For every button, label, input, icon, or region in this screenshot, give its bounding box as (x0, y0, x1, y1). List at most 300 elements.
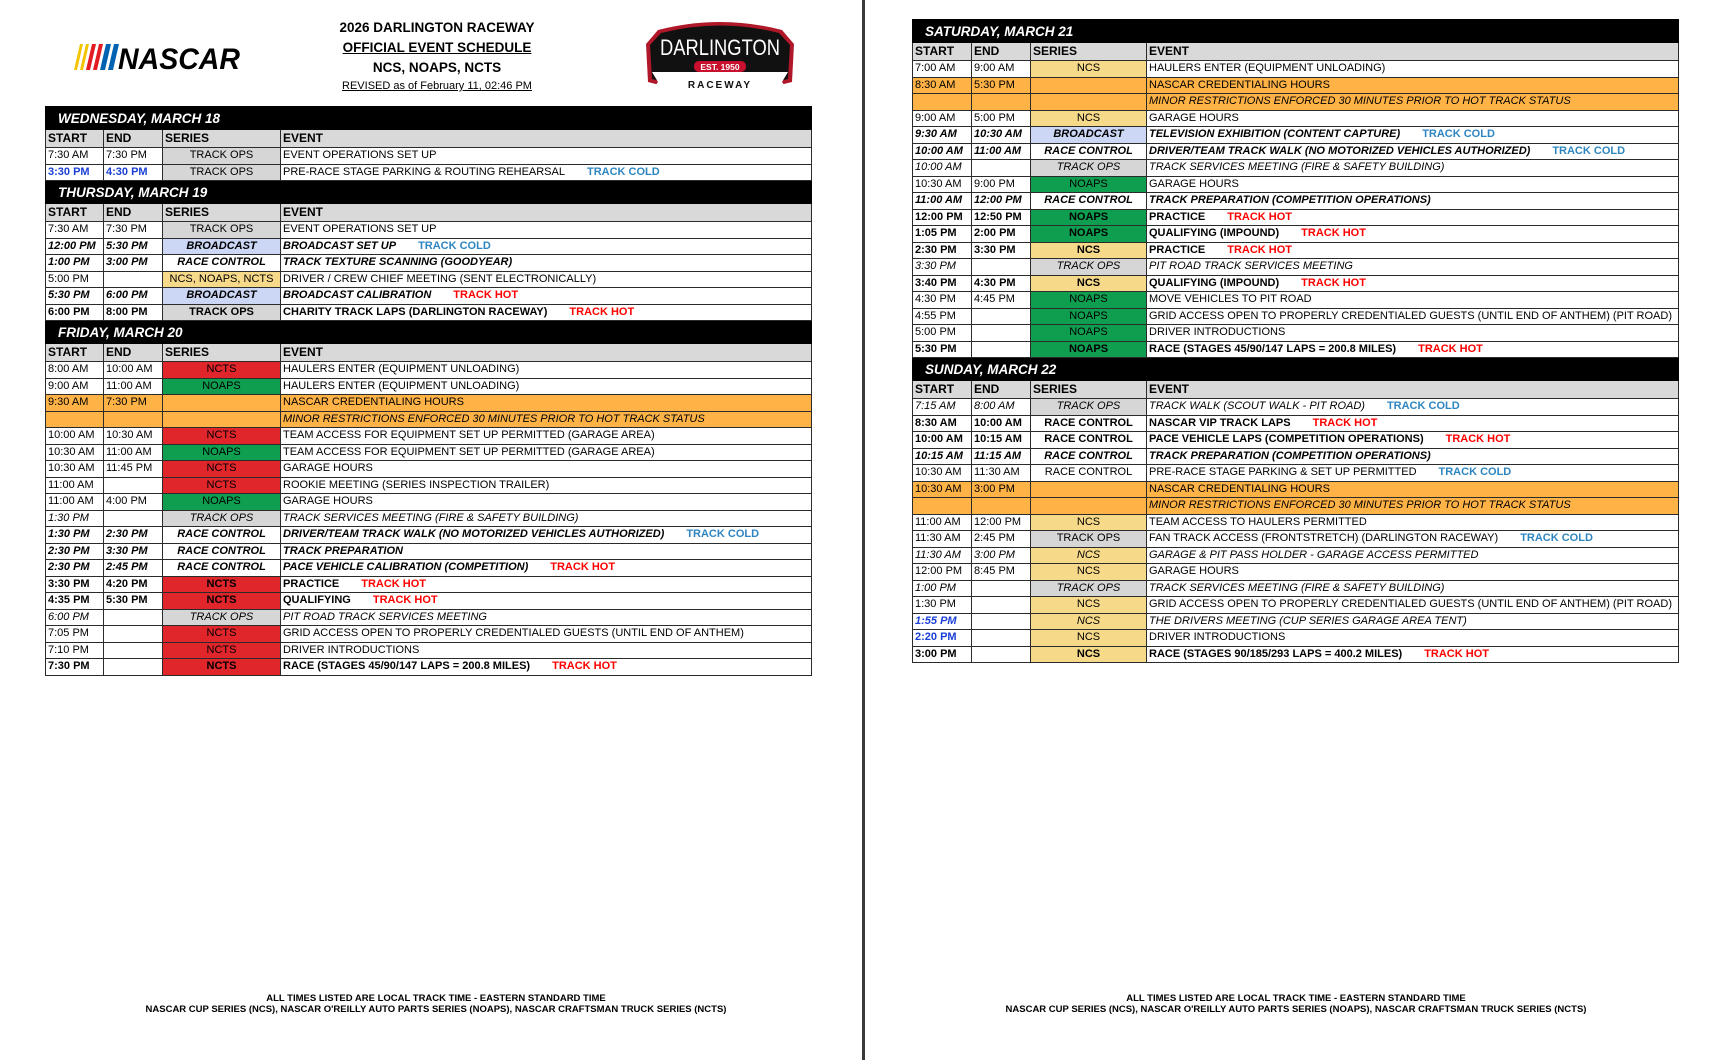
event-cell (281, 659, 812, 676)
end-time: 8:00 PM (104, 304, 163, 321)
series-badge: RACE CONTROL (1031, 143, 1147, 160)
event-cell (281, 461, 812, 478)
end-time (972, 259, 1031, 276)
series-badge: NCS (1031, 514, 1147, 531)
event-name: CHARITY TRACK LAPS (DARLINGTON RACEWAY) (283, 305, 548, 318)
event-cell (1147, 160, 1679, 177)
column-header-event: EVENT (281, 130, 812, 148)
end-time (104, 626, 163, 643)
event-name: RACE (STAGES 90/185/293 LAPS = 400.2 MILES) (1149, 647, 1403, 660)
track-hot-status: TRACK HOT (569, 305, 635, 318)
schedule-row (46, 527, 812, 544)
event-name: THE DRIVERS MEETING (CUP SERIES GARAGE AREA TENT) (1149, 614, 1467, 627)
event-name: MOVE VEHICLES TO PIT ROAD (1149, 293, 1312, 306)
event-cell (281, 362, 812, 379)
track-cold-status: TRACK COLD (686, 528, 760, 541)
schedule-row (46, 593, 812, 610)
event-name: PIT ROAD TRACK SERVICES MEETING (1149, 260, 1353, 273)
column-header-series: SERIES (1031, 43, 1147, 61)
event-name: MINOR RESTRICTIONS ENFORCED 30 MINUTES PRIOR TO HOT TRACK STATUS (1149, 499, 1571, 512)
event-cell (1147, 448, 1679, 465)
series-badge: TRACK OPS (1031, 531, 1147, 548)
series-badge: NCS (1031, 613, 1147, 630)
schedule-row (46, 576, 812, 593)
end-time: 12:00 PM (972, 514, 1031, 531)
end-time: 7:30 PM (104, 222, 163, 239)
end-time: 7:30 PM (104, 148, 163, 165)
footer-time-note: ALL TIMES LISTED ARE LOCAL TRACK TIME - EASTERN STANDARD TIME (1126, 993, 1466, 1004)
event-cell (1147, 292, 1679, 309)
schedule-row (913, 209, 1679, 226)
track-hot-status: TRACK HOT (1301, 227, 1366, 240)
event-cell (1147, 143, 1679, 160)
start-time: 1:00 PM (46, 255, 104, 272)
column-header-start: START (46, 204, 104, 222)
series-badge (1031, 94, 1147, 111)
event-name: MINOR RESTRICTIONS ENFORCED 30 MINUTES PRIOR TO HOT TRACK STATUS (283, 412, 705, 425)
day-header (913, 20, 1679, 43)
series-badge: TRACK OPS (1031, 259, 1147, 276)
series-badge: TRACK OPS (163, 510, 281, 527)
series-badge (163, 395, 281, 412)
start-time: 11:30 AM (913, 547, 972, 564)
start-time: 10:30 AM (913, 176, 972, 193)
event-name: PRE-RACE STAGE PARKING & SET UP PERMITTED (1149, 466, 1417, 479)
event-name: GRID ACCESS OPEN TO PROPERLY CREDENTIALED GUESTS (UNTIL END OF ANTHEM) (PIT ROAD) (1149, 309, 1672, 322)
series-badge: NOAPS (1031, 325, 1147, 342)
event-cell (1147, 308, 1679, 325)
event-name: TEAM ACCESS TO HAULERS PERMITTED (1149, 515, 1367, 528)
event-cell (281, 222, 812, 239)
event-name: DRIVER/TEAM TRACK WALK (NO MOTORIZED VEHICLES AUTHORIZED) (283, 528, 665, 541)
track-hot-status: TRACK HOT (550, 561, 616, 574)
track-hot-status: TRACK HOT (1312, 416, 1378, 429)
start-time: 12:00 PM (913, 209, 972, 226)
event-cell (1147, 630, 1679, 647)
start-time: 9:00 AM (46, 378, 104, 395)
column-header-start: START (913, 381, 972, 399)
series-badge: TRACK OPS (163, 609, 281, 626)
column-header-end: END (104, 344, 163, 362)
schedule-row (913, 143, 1679, 160)
start-time: 9:30 AM (913, 127, 972, 144)
start-time: 11:00 AM (46, 494, 104, 511)
series-badge: NCS (1031, 564, 1147, 581)
column-header-row (913, 381, 1679, 399)
event-cell (1147, 77, 1679, 94)
track-hot-status: TRACK HOT (552, 660, 617, 673)
schedule-row (46, 164, 812, 181)
schedule-row (46, 626, 812, 643)
schedule-row (913, 193, 1679, 210)
series-badge: NOAPS (163, 494, 281, 511)
day-header (46, 181, 812, 204)
schedule-row (913, 580, 1679, 597)
column-header-row (46, 130, 812, 148)
schedule-row (913, 465, 1679, 482)
event-name: RACE (STAGES 45/90/147 LAPS = 200.8 MILES) (283, 660, 531, 673)
event-cell (1147, 193, 1679, 210)
end-time: 3:30 PM (104, 543, 163, 560)
schedule-row (913, 415, 1679, 432)
end-time: 10:15 AM (972, 432, 1031, 449)
series-badge: BROADCAST (163, 288, 281, 305)
column-header-series: SERIES (163, 344, 281, 362)
end-time: 2:45 PM (104, 560, 163, 577)
start-time: 10:00 AM (913, 143, 972, 160)
event-cell (1147, 646, 1679, 663)
series-badge: NCS (1031, 646, 1147, 663)
schedule-row (913, 646, 1679, 663)
schedule-row (913, 94, 1679, 111)
event-cell (281, 304, 812, 321)
event-cell (281, 411, 812, 428)
track-cold-status: TRACK COLD (418, 239, 491, 252)
schedule-table-right (912, 19, 1679, 663)
event-name: BROADCAST CALIBRATION (283, 289, 432, 302)
event-name: GARAGE HOURS (283, 462, 373, 475)
start-time: 5:00 PM (46, 271, 104, 288)
schedule-row (46, 560, 812, 577)
event-name: BROADCAST SET UP (283, 239, 397, 252)
end-time (972, 94, 1031, 111)
end-time: 10:30 AM (104, 428, 163, 445)
start-time: 12:00 PM (46, 238, 104, 255)
start-time: 1:05 PM (913, 226, 972, 243)
start-time: 11:00 AM (46, 477, 104, 494)
schedule-row (46, 222, 812, 239)
start-time: 10:30 AM (46, 461, 104, 478)
series-badge: RACE CONTROL (1031, 193, 1147, 210)
schedule-row (46, 411, 812, 428)
event-cell (1147, 613, 1679, 630)
event-name: DRIVER INTRODUCTIONS (283, 643, 420, 656)
schedule-row (913, 613, 1679, 630)
event-cell (281, 576, 812, 593)
event-cell (281, 148, 812, 165)
track-hot-status: TRACK HOT (361, 577, 427, 590)
nascar-logo (74, 40, 244, 74)
schedule-row (46, 444, 812, 461)
event-name: TEAM ACCESS FOR EQUIPMENT SET UP PERMITTED (GARAGE AREA) (283, 429, 655, 442)
schedule-row (913, 531, 1679, 548)
end-time (972, 613, 1031, 630)
event-cell (1147, 597, 1679, 614)
end-time (104, 642, 163, 659)
series-badge: NCTS (163, 362, 281, 379)
schedule-row (913, 275, 1679, 292)
event-name: NASCAR CREDENTIALING HOURS (283, 396, 464, 409)
event-cell (1147, 341, 1679, 358)
event-name: EVENT OPERATIONS SET UP (283, 149, 437, 162)
start-time: 1:30 PM (913, 597, 972, 614)
start-time: 2:30 PM (46, 560, 104, 577)
schedule-row (46, 494, 812, 511)
start-time: 3:30 PM (46, 164, 104, 181)
page-divider (862, 0, 865, 1060)
end-time: 2:00 PM (972, 226, 1031, 243)
series-badge: NOAPS (1031, 209, 1147, 226)
series-badge: TRACK OPS (1031, 580, 1147, 597)
start-time: 7:05 PM (46, 626, 104, 643)
event-name: QUALIFYING (IMPOUND) (1149, 227, 1280, 240)
series-badge: RACE CONTROL (1031, 465, 1147, 482)
schedule-row (46, 642, 812, 659)
doc-series: NCS, NOAPS, NCTS (372, 60, 502, 75)
schedule-row (913, 564, 1679, 581)
end-time: 2:45 PM (972, 531, 1031, 548)
series-badge: NOAPS (1031, 176, 1147, 193)
end-time (104, 510, 163, 527)
series-badge: NCS (1031, 61, 1147, 78)
series-badge: NCS (1031, 242, 1147, 259)
event-name: QUALIFYING (IMPOUND) (1149, 276, 1280, 289)
end-time: 7:30 PM (104, 395, 163, 412)
series-badge: NOAPS (1031, 308, 1147, 325)
end-time (972, 597, 1031, 614)
event-name: GARAGE HOURS (1149, 565, 1239, 578)
day-header (46, 107, 812, 130)
series-badge: RACE CONTROL (163, 543, 281, 560)
series-badge: TRACK OPS (163, 222, 281, 239)
document-header (300, 18, 574, 94)
start-time: 7:30 PM (46, 659, 104, 676)
end-time (104, 477, 163, 494)
event-name: MINOR RESTRICTIONS ENFORCED 30 MINUTES PRIOR TO HOT TRACK STATUS (1149, 95, 1571, 108)
series-badge: RACE CONTROL (1031, 448, 1147, 465)
start-time: 2:30 PM (46, 543, 104, 560)
event-name: GARAGE HOURS (1149, 177, 1239, 190)
start-time: 12:00 PM (913, 564, 972, 581)
schedule-row (913, 160, 1679, 177)
event-name: TRACK PREPARATION (COMPETITION OPERATIONS) (1149, 194, 1431, 207)
end-time: 10:30 AM (972, 127, 1031, 144)
event-cell (1147, 176, 1679, 193)
end-time: 3:30 PM (972, 242, 1031, 259)
start-time: 3:40 PM (913, 275, 972, 292)
track-hot-status: TRACK HOT (453, 289, 519, 302)
event-cell (1147, 481, 1679, 498)
start-time (913, 94, 972, 111)
schedule-row (913, 176, 1679, 193)
schedule-row (913, 259, 1679, 276)
event-cell (1147, 226, 1679, 243)
series-badge: NCTS (163, 659, 281, 676)
schedule-row (46, 543, 812, 560)
event-name: GRID ACCESS OPEN TO PROPERLY CREDENTIALED GUESTS (UNTIL END OF ANTHEM) (283, 627, 744, 640)
svg-text:NASCAR: NASCAR (118, 43, 241, 74)
event-name: NASCAR CREDENTIALING HOURS (1149, 78, 1330, 91)
event-name: GRID ACCESS OPEN TO PROPERLY CREDENTIALED GUESTS (UNTIL END OF ANTHEM) (PIT ROAD) (1149, 598, 1672, 611)
end-time: 12:00 PM (972, 193, 1031, 210)
schedule-row (46, 659, 812, 676)
end-time: 9:00 PM (972, 176, 1031, 193)
doc-subtitle: OFFICIAL EVENT SCHEDULE (342, 40, 532, 55)
schedule-row (913, 242, 1679, 259)
event-name: NASCAR CREDENTIALING HOURS (1149, 482, 1330, 495)
track-hot-status: TRACK HOT (1301, 276, 1366, 289)
track-hot-status: TRACK HOT (1445, 433, 1511, 446)
column-header-end: END (104, 130, 163, 148)
event-cell (281, 543, 812, 560)
series-badge: NCTS (163, 593, 281, 610)
start-time: 9:30 AM (46, 395, 104, 412)
event-cell (1147, 127, 1679, 144)
end-time: 5:00 PM (972, 110, 1031, 127)
end-time: 2:30 PM (104, 527, 163, 544)
start-time: 3:30 PM (913, 259, 972, 276)
schedule-row (913, 325, 1679, 342)
svg-text:RACEWAY: RACEWAY (687, 80, 753, 91)
event-name: HAULERS ENTER (EQUIPMENT UNLOADING) (283, 379, 520, 392)
start-time: 7:15 AM (913, 399, 972, 416)
end-time: 11:15 AM (972, 448, 1031, 465)
start-time: 5:30 PM (46, 288, 104, 305)
start-time: 11:30 AM (913, 531, 972, 548)
event-name: DRIVER / CREW CHIEF MEETING (SENT ELECTRONICALLY) (283, 272, 597, 285)
series-badge: NCTS (163, 461, 281, 478)
end-time: 4:00 PM (104, 494, 163, 511)
footer-time-note: ALL TIMES LISTED ARE LOCAL TRACK TIME - EASTERN STANDARD TIME (266, 993, 606, 1004)
event-name: TRACK SERVICES MEETING (FIRE & SAFETY BUILDING) (1149, 581, 1445, 594)
event-name: RACE (STAGES 45/90/147 LAPS = 200.8 MILES) (1149, 342, 1397, 355)
start-time: 3:00 PM (913, 646, 972, 663)
column-header-start: START (46, 344, 104, 362)
day-title: SATURDAY, MARCH 21 (913, 20, 1679, 43)
end-time (972, 325, 1031, 342)
series-badge: RACE CONTROL (163, 527, 281, 544)
event-cell (1147, 94, 1679, 111)
series-badge: RACE CONTROL (1031, 432, 1147, 449)
schedule-row (913, 514, 1679, 531)
end-time (972, 498, 1031, 515)
track-cold-status: TRACK COLD (1438, 466, 1512, 479)
event-cell (281, 395, 812, 412)
event-name: EVENT OPERATIONS SET UP (283, 223, 437, 236)
event-name: PRACTICE (1149, 243, 1206, 256)
start-time: 10:15 AM (913, 448, 972, 465)
column-header-start: START (913, 43, 972, 61)
day-header (913, 358, 1679, 381)
schedule-row (46, 148, 812, 165)
track-hot-status: TRACK HOT (1227, 243, 1293, 256)
event-name: HAULERS ENTER (EQUIPMENT UNLOADING) (1149, 62, 1386, 75)
day-title: WEDNESDAY, MARCH 18 (46, 107, 812, 130)
end-time: 5:30 PM (104, 238, 163, 255)
end-time (104, 609, 163, 626)
event-cell (1147, 325, 1679, 342)
event-name: NASCAR VIP TRACK LAPS (1149, 416, 1291, 429)
schedule-row (913, 127, 1679, 144)
start-time: 4:30 PM (913, 292, 972, 309)
series-badge: BROADCAST (1031, 127, 1147, 144)
track-cold-status: TRACK COLD (1552, 144, 1626, 157)
event-cell (281, 477, 812, 494)
event-cell (281, 593, 812, 610)
series-badge: NCS (1031, 110, 1147, 127)
series-badge: NCS (1031, 547, 1147, 564)
start-time: 7:30 AM (46, 222, 104, 239)
schedule-row (46, 378, 812, 395)
series-badge: NCS, NOAPS, NCTS (163, 271, 281, 288)
event-name: PRACTICE (283, 577, 340, 590)
start-time: 1:30 PM (46, 510, 104, 527)
column-header-row (46, 204, 812, 222)
series-badge (163, 411, 281, 428)
day-header (46, 321, 812, 344)
event-cell (1147, 432, 1679, 449)
column-header-event: EVENT (281, 344, 812, 362)
column-header-event: EVENT (281, 204, 812, 222)
event-name: TRACK SERVICES MEETING (FIRE & SAFETY BUILDING) (283, 511, 579, 524)
schedule-row (913, 308, 1679, 325)
series-badge: NCS (1031, 597, 1147, 614)
end-time: 3:00 PM (104, 255, 163, 272)
schedule-row (913, 399, 1679, 416)
start-time: 5:00 PM (913, 325, 972, 342)
start-time: 7:10 PM (46, 642, 104, 659)
event-cell (1147, 275, 1679, 292)
schedule-row (46, 510, 812, 527)
event-cell (281, 288, 812, 305)
schedule-row (913, 432, 1679, 449)
end-time (104, 411, 163, 428)
start-time: 10:30 AM (913, 481, 972, 498)
event-cell (1147, 465, 1679, 482)
event-cell (1147, 61, 1679, 78)
start-time: 10:00 AM (913, 160, 972, 177)
end-time: 11:30 AM (972, 465, 1031, 482)
schedule-row (46, 271, 812, 288)
day-title: THURSDAY, MARCH 19 (46, 181, 812, 204)
event-name: HAULERS ENTER (EQUIPMENT UNLOADING) (283, 363, 520, 376)
day-title: SUNDAY, MARCH 22 (913, 358, 1679, 381)
event-name: PRE-RACE STAGE PARKING & ROUTING REHEARSAL (283, 165, 565, 178)
schedule-row (46, 238, 812, 255)
event-cell (281, 527, 812, 544)
end-time: 8:45 PM (972, 564, 1031, 581)
column-header-end: END (104, 204, 163, 222)
schedule-row (913, 77, 1679, 94)
end-time (104, 659, 163, 676)
series-badge: NCS (1031, 630, 1147, 647)
column-header-event: EVENT (1147, 381, 1679, 399)
series-badge: NCS (1031, 275, 1147, 292)
end-time: 8:00 AM (972, 399, 1031, 416)
series-badge: RACE CONTROL (163, 560, 281, 577)
column-header-start: START (46, 130, 104, 148)
series-badge: TRACK OPS (1031, 399, 1147, 416)
schedule-row (913, 547, 1679, 564)
series-badge: RACE CONTROL (1031, 415, 1147, 432)
schedule-row (46, 255, 812, 272)
end-time: 3:00 PM (972, 547, 1031, 564)
series-badge: NCTS (163, 428, 281, 445)
event-name: DRIVER INTRODUCTIONS (1149, 326, 1286, 339)
series-badge (1031, 498, 1147, 515)
event-name: GARAGE HOURS (1149, 111, 1239, 124)
event-name: TRACK PREPARATION (283, 544, 403, 557)
end-time: 10:00 AM (972, 415, 1031, 432)
column-header-end: END (972, 381, 1031, 399)
schedule-row (46, 362, 812, 379)
start-time: 8:30 AM (913, 77, 972, 94)
doc-title: 2026 DARLINGTON RACEWAY (339, 20, 535, 35)
end-time: 6:00 PM (104, 288, 163, 305)
event-name: TRACK WALK (SCOUT WALK - PIT ROAD) (1149, 400, 1365, 413)
day-title: FRIDAY, MARCH 20 (46, 321, 812, 344)
event-name: QUALIFYING (283, 594, 351, 607)
